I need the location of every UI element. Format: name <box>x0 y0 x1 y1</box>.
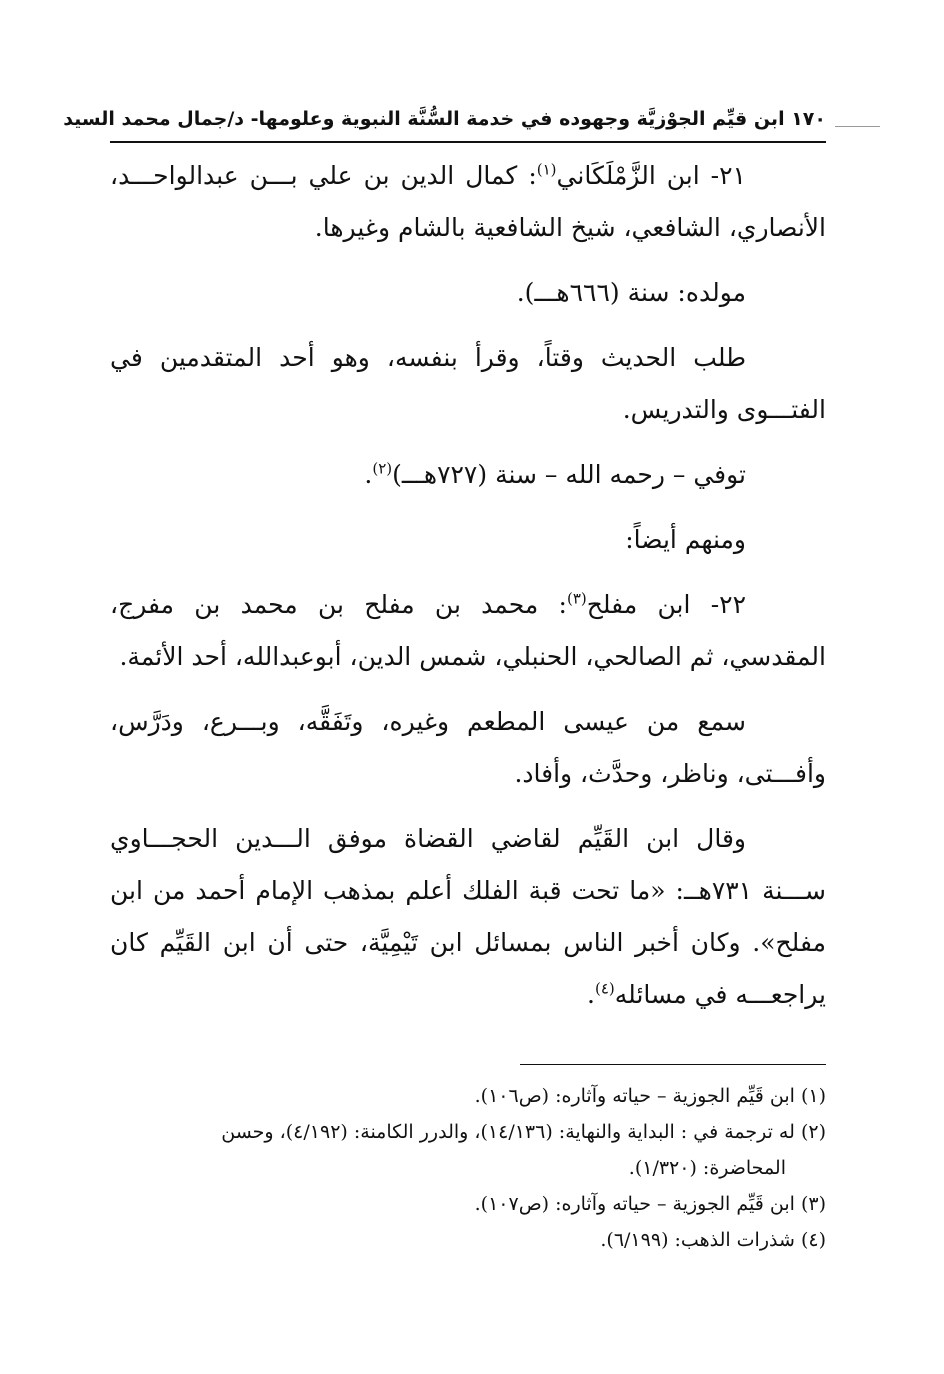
ibn-qayyim-end: . <box>587 980 595 1009</box>
footnote-ref-2[interactable]: (٢) <box>372 459 393 478</box>
footnote-2-continued: المحاضرة: (١/٣٢٠). <box>628 1157 786 1179</box>
paragraph-entry-22 <box>110 579 826 683</box>
footnote-ref-1[interactable]: (١) <box>536 160 557 179</box>
margin-mark <box>835 126 880 127</box>
entry-21-text: : كمال الدين بن علي بـــن عبدالواحـــد، الأنصاري، الشافعي، شيخ الشافعية بالشام وغيرها. <box>110 161 826 242</box>
main-text <box>110 150 826 1034</box>
footnote-3: (٣) ابن قَيِّم الجوزية – حياته وآثاره: (ص١٠٧). <box>474 1193 826 1215</box>
death-end: . <box>364 460 373 489</box>
ibn-qayyim-text: وقال ابن القَيِّم لقاضي القضاة موفق الـــدين الحجـــاوي ســـنة ٧٣١هــ: «ما تحت قبة الفلك أعلم بمذهب الإمام أحمد من ابن مفلح». وكان أخبر الناس بمسائل ابن تَيْمِيَّة، حتى أن ابن القَيِّم كان يراجعـــه في مسائله <box>110 824 826 1009</box>
paragraph-also: ومنهم أيضاً: <box>625 525 746 554</box>
running-header: ١٧٠ ابن قيِّم الجوْزيَّة وجهوده في خدمة السُّنَّة النبوية وعلومها- د/جمال محمد السيد <box>63 108 826 130</box>
footnote-ref-3[interactable]: (٣) <box>566 589 587 608</box>
paragraph-entry-21 <box>110 150 826 254</box>
entry-21-name: ٢١- ابن الزَّمْلَكَاني <box>556 161 746 190</box>
paragraph-study: طلب الحديث وقتاً، وقرأ بنفسه، وهو أحد المتقدمين في الفتـــوى والتدريس. <box>110 343 826 424</box>
entry-22-text: : محمد بن مفلح بن محمد بن مفرج، المقدسي، ثم الصالحي، الحنبلي، شمس الدين، أبوعبدالله، أحد الأئمة. <box>110 590 826 671</box>
entry-22-name: ٢٢- ابن مفلح <box>586 590 746 619</box>
paragraph-birth: مولده: سنة (٦٦٦هـــ). <box>516 278 746 307</box>
paragraph-heard: سمع من عيسى المطعم وغيره، وتَفَقَّه، وبـــرع، ودَرَّس، وأفـــتى، وناظر، وحدَّث، وأفاد. <box>110 707 826 788</box>
death-text: توفي – رحمه الله – سنة (٧٢٧هـــ) <box>392 460 746 489</box>
header-rule <box>110 141 826 143</box>
paragraph-ibn-qayyim <box>110 813 826 1021</box>
footnote-2: (٢) له ترجمة في : البداية والنهاية: (١٤/١٣٦)، والدرر الكامنة: (٤/١٩٢)، وحسن <box>221 1121 826 1143</box>
footnote-rule <box>520 1064 826 1065</box>
footnote-4: (٤) شذرات الذهب: (٦/١٩٩). <box>600 1229 826 1251</box>
paragraph-death <box>110 449 826 501</box>
footnotes <box>110 1078 826 1258</box>
footnote-ref-4[interactable]: (٤) <box>595 979 615 998</box>
footnote-1: (١) ابن قَيِّم الجوزية – حياته وآثاره: (ص١٠٦). <box>474 1085 826 1107</box>
